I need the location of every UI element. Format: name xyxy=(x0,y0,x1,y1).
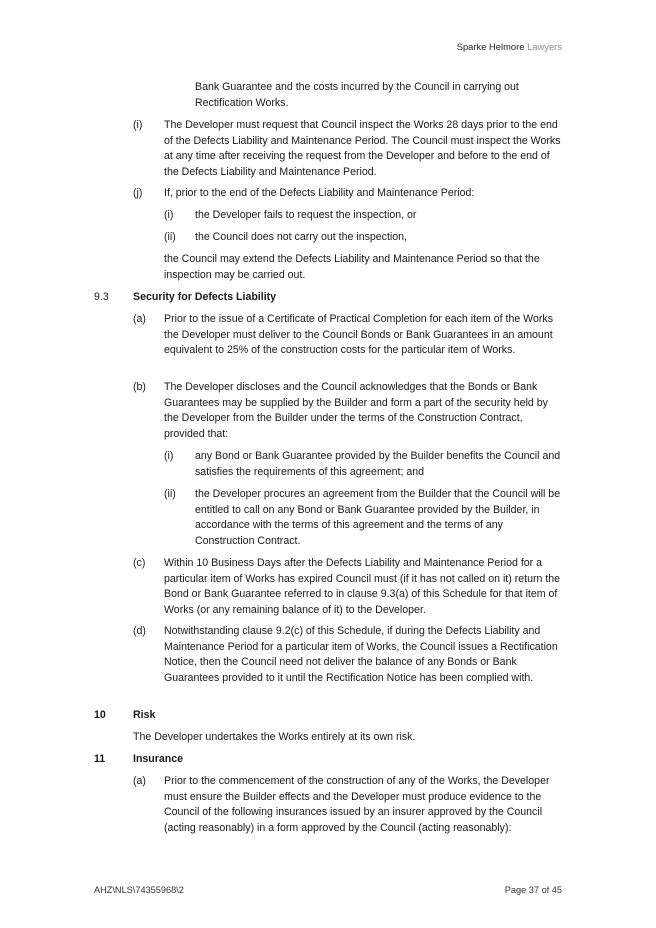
clause-9-3-heading: Security for Defects Liability xyxy=(133,291,277,303)
item-j-sub-i-text: the Developer fails to request the inspection, or xyxy=(195,209,417,221)
item-j-paragraph: If, prior to the end of the Defects Liability and Maintenance Period: xyxy=(164,187,475,199)
document-reference: AHZ\NLS\74355968\2 xyxy=(94,885,184,895)
clause-9-3-number: 9.3 xyxy=(94,291,109,303)
page-header xyxy=(457,41,562,53)
clause-11-number: 11 xyxy=(94,753,106,765)
clause-11-heading: Insurance xyxy=(133,753,184,765)
item-i-label: (i) xyxy=(133,119,143,131)
clause-9-3-b-sub-i-text: any Bond or Bank Guarantee provided by the Builder benefits the Council and satisfies the requirements of this agreement; and xyxy=(195,450,561,478)
clause-11-a-paragraph: Prior to the commencement of the construction of any of the Works, the Developer must ensure the Builder effects and the Developer must produce evidence to the Council of the following insurances issued by an insurer approved by the Council (acting reasonably) in a form approved by the Council (acting reasonably): xyxy=(164,775,550,834)
item-j-sub-ii-text: the Council does not carry out the inspection, xyxy=(195,231,407,243)
clause-9-3-d-paragraph: Notwithstanding clause 9.2(c) of this Schedule, if during the Defects Liability and Maintenance Period for a particular item of Works, the Council issues a Rectification Notice, then the Council need not deliver the balance of any Bonds or Bank Guarantees provided to it until the Rectification Notice has been complied with. xyxy=(164,625,558,684)
clause-9-3-c-paragraph: Within 10 Business Days after the Defects Liability and Maintenance Period for a particular item of Works has expired Council must (if it has not called on it) return the Bond or Bank Guarantee referred to in clause 9.3(a) of this Schedule for that item of Works (or any remaining balance of it) to the Developer. xyxy=(164,557,561,616)
clause-9-3-c-label: (c) xyxy=(133,557,146,569)
item-i-paragraph: The Developer must request that Council inspect the Works 28 days prior to the end of the Defects Liability and Maintenance Period. The Council must inspect the Works at any time after receiving the request from the Developer and before to the end of the Defects Liability and Maintenance Period. xyxy=(164,119,561,178)
page-number: Page 37 of 45 xyxy=(504,885,562,895)
clause-9-3-b-paragraph: The Developer discloses and the Council acknowledges that the Bonds or Bank Guarantees may be supplied by the Builder and form a part of the security held by the Developer from the Builder under the terms of the Construction Contract, provided that: xyxy=(164,381,548,440)
clause-9-3-b-sub-i-label: (i) xyxy=(164,450,174,462)
item-j-sub-ii-label: (ii) xyxy=(164,231,176,243)
clause-9-3-b-sub-ii-label: (ii) xyxy=(164,488,176,500)
firm-lawyers-label: Lawyers xyxy=(527,41,562,52)
clause-10-heading: Risk xyxy=(133,709,156,721)
clause-10-number: 10 xyxy=(94,709,106,721)
clause-9-3-a-label: (a) xyxy=(133,313,146,325)
item-j-sub-i-label: (i) xyxy=(164,209,174,221)
clause-10-paragraph: The Developer undertakes the Works entirely at its own risk. xyxy=(133,731,416,743)
clause-9-3-b-label: (b) xyxy=(133,381,146,393)
clause-9-3-b-sub-ii-text: the Developer procures an agreement from the Builder that the Council will be entitled to call on any Bond or Bank Guarantee provided by the Builder, in accordance with the terms of this agreement and the terms of any Construction Contract. xyxy=(195,488,561,547)
clause-9-3-a-paragraph: Prior to the issue of a Certificate of Practical Completion for each item of the Works the Developer must deliver to the Council Bonds or Bank Guarantees in an amount equivalent to 25% of the construction costs for the particular item of Works. xyxy=(164,313,553,357)
clause-11-a-label: (a) xyxy=(133,775,146,787)
continuation-paragraph: Bank Guarantee and the costs incurred by the Council in carrying out Rectification Works. xyxy=(195,81,519,109)
item-j-label: (j) xyxy=(133,187,143,199)
clause-9-3-d-label: (d) xyxy=(133,625,146,637)
item-j-tail-paragraph: the Council may extend the Defects Liability and Maintenance Period so that the inspection may be carried out. xyxy=(164,253,540,281)
firm-name: Sparke Helmore xyxy=(456,41,525,52)
